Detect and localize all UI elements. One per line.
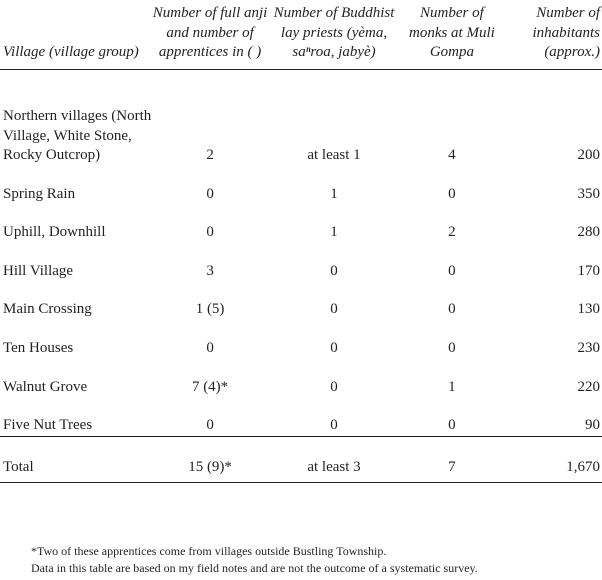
cell-monks: 4 xyxy=(448,147,456,163)
header-village: Village (village group) xyxy=(3,44,139,60)
cell-lay-priests: at least 1 xyxy=(307,147,361,163)
cell-total-inhabitants: 1,670 xyxy=(504,436,602,482)
cell-monks: 0 xyxy=(448,185,456,202)
cell-lay-priests: 0 xyxy=(330,417,338,434)
cell-lay-priests: 0 xyxy=(330,378,338,395)
cell-total-anji: 15 (9)* xyxy=(151,436,268,482)
cell-inhabitants: 350 xyxy=(577,185,600,202)
footnote: *Two of these apprentices come from villages outside Bustling Township. xyxy=(31,544,387,558)
table-row xyxy=(0,397,602,436)
cell-lay-priests: 1 xyxy=(330,224,338,241)
cell-village: Ten Houses xyxy=(3,339,74,356)
table-row xyxy=(0,204,602,243)
cell-monks: 1 xyxy=(448,378,456,395)
cell-monks: 0 xyxy=(448,417,456,434)
cell-anji: 0 xyxy=(206,339,214,356)
cell-total-monks: 7 xyxy=(399,436,504,482)
header-row xyxy=(0,4,602,69)
header-lay-priests: Number of Buddhist lay priests (yèma, saⁿroa, jabyè) xyxy=(273,5,395,60)
cell-lay-priests: 1 xyxy=(330,185,338,202)
header-monks: Number of monks at Muli Gompa xyxy=(408,5,495,60)
cell-total-label: Total xyxy=(0,436,151,482)
cell-monks: 0 xyxy=(448,339,456,356)
header-inhabitants: Number of inhabitants (approx.) xyxy=(532,5,600,60)
cell-lay-priests: 0 xyxy=(330,339,338,356)
table-row xyxy=(0,358,602,397)
cell-village: Northern villages (North Village, White Stone, Rocky Outcrop) xyxy=(3,108,152,163)
cell-anji: 0 xyxy=(206,417,214,434)
cell-inhabitants: 90 xyxy=(585,417,600,434)
cell-lay-priests: 0 xyxy=(330,301,338,318)
table-row xyxy=(0,166,602,205)
cell-inhabitants: 170 xyxy=(577,262,600,279)
table-notes xyxy=(31,543,478,577)
cell-inhabitants: 230 xyxy=(577,339,600,356)
cell-monks: 2 xyxy=(448,224,456,241)
table-row xyxy=(0,243,602,282)
cell-inhabitants: 220 xyxy=(577,378,600,395)
table-row xyxy=(0,281,602,320)
cell-monks: 0 xyxy=(448,301,456,318)
cell-inhabitants: 280 xyxy=(577,224,600,241)
table-row xyxy=(0,320,602,359)
cell-anji: 7 (4)* xyxy=(191,378,229,395)
header-anji: Number of full anji and number of apprentices in ( ) xyxy=(152,5,268,60)
cell-anji: 0 xyxy=(206,224,214,241)
table-row xyxy=(0,69,602,166)
cell-monks: 0 xyxy=(448,262,456,279)
cell-lay-priests: 0 xyxy=(330,262,338,279)
cell-anji: 2 xyxy=(206,147,214,163)
village-religion-table xyxy=(0,4,602,483)
cell-village: Main Crossing xyxy=(3,301,92,318)
cell-village: Five Nut Trees xyxy=(3,417,93,434)
source-note: Data in this table are based on my field notes and are not the outcome of a systematic survey. xyxy=(31,561,478,575)
cell-anji: 3 xyxy=(206,262,214,279)
cell-anji: 0 xyxy=(206,185,214,202)
cell-village: Uphill, Downhill xyxy=(3,224,106,241)
cell-village: Hill Village xyxy=(3,262,74,279)
cell-inhabitants: 200 xyxy=(577,147,600,163)
cell-total-lay-priests: at least 3 xyxy=(269,436,400,482)
cell-anji: 1 (5) xyxy=(195,301,225,318)
cell-village: Spring Rain xyxy=(3,185,76,202)
cell-inhabitants: 130 xyxy=(577,301,600,318)
cell-village: Walnut Grove xyxy=(3,378,88,395)
total-row xyxy=(0,436,602,482)
